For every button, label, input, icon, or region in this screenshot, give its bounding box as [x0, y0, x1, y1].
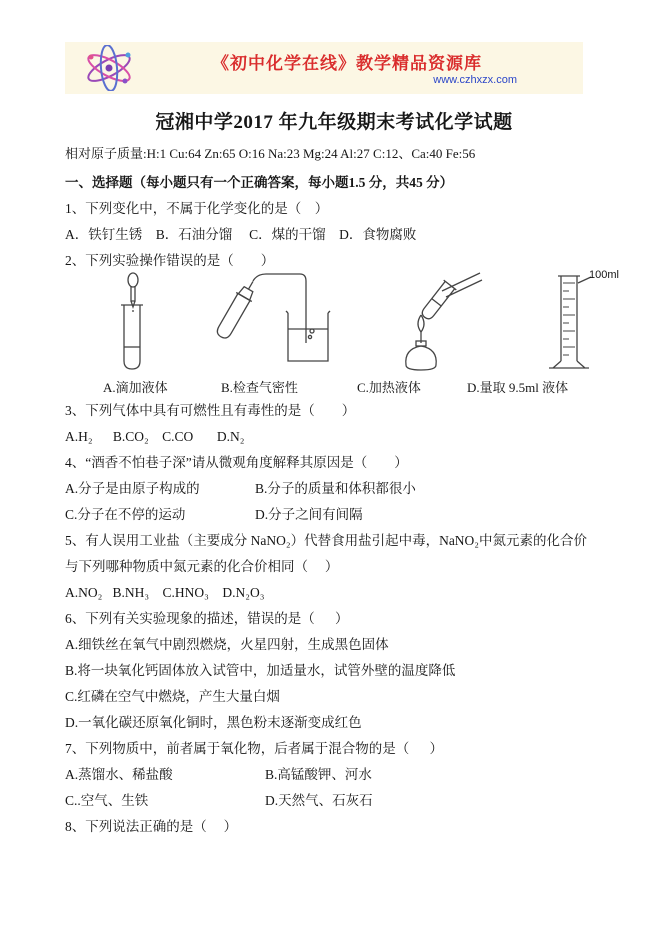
page-title: 冠湘中学2017 年九年级期末考试化学试题	[155, 112, 513, 133]
q7-option-d: D.天然气、石灰石	[265, 793, 373, 808]
q7-options-row2	[65, 788, 603, 814]
q2-captions	[65, 376, 603, 398]
q8-stem: 8、下列说法正确的是（ ）	[65, 819, 238, 834]
q7-stem: 7、下列物质中，前者属于氧化物，后者属于混合物的是（ ）	[65, 741, 443, 756]
q7-options-row1	[65, 762, 603, 788]
caption-b: B.检查气密性	[221, 380, 298, 395]
q4-options-row1	[65, 476, 603, 502]
q6-option-d: D.一氧化碳还原氧化铜时，黑色粉末逐渐变成红色	[65, 715, 362, 730]
q3-stem: 3、下列气体中具有可燃性且有毒性的是（ ）	[65, 403, 356, 418]
q5-options: A.NO₂ B.NH₃ C.HNO₃ D.N₂O₃	[65, 585, 265, 600]
q1-options: A．铁钉生锈 B．石油分馏 C．煤的干馏 D．食物腐败	[65, 227, 417, 242]
q4-options-row2	[65, 502, 603, 528]
q6-option-b: B.将一块氧化钙固体放入试管中，加适量水，试管外壁的温度降低	[65, 663, 456, 678]
q1-stem: 1、下列变化中，不属于化学变化的是（ ）	[65, 201, 329, 216]
q4-option-a: A.分子是由原子构成的	[65, 481, 200, 496]
q4-stem: 4、“酒香不怕巷子深”请从微观角度解释其原因是（ ）	[65, 455, 408, 470]
cylinder-volume-label: 100ml	[588, 269, 619, 281]
atomic-masses-line: 相对原子质量:H:1 Cu:64 Zn:65 O:16 Na:23 Mg:24 Al:27 C:12、Ca:40 Fe:56	[65, 146, 476, 161]
caption-c: C.加热液体	[357, 380, 421, 395]
q3-options: A.H₂ B.CO₂ C.CO D.N₂	[65, 429, 245, 444]
banner-url: www.czhxzx.com	[433, 74, 517, 86]
dropper-illustration	[113, 271, 159, 376]
q6-option-a: A.细铁丝在氧气中剧烈燃烧，火星四射，生成黑色固体	[65, 637, 389, 652]
section-heading: 一、选择题（每小题只有一个正确答案，每小题1.5 分，共45 分）	[65, 175, 454, 190]
airtightness-illustration	[216, 271, 336, 376]
caption-d: D.量取 9.5ml 液体	[467, 380, 569, 395]
q7-option-a: A.蒸馏水、稀盐酸	[65, 767, 173, 782]
q4-option-d: D.分子之间有间隔	[255, 507, 363, 522]
q2-figures	[65, 269, 619, 376]
q2-stem: 2、下列实验操作错误的是（ ）	[65, 253, 275, 268]
graduated-cylinder-illustration	[541, 269, 619, 376]
heating-illustration	[392, 271, 484, 376]
q7-option-c: C..空气、生铁	[65, 793, 149, 808]
q6-stem: 6、下列有关实验现象的描述，错误的是（ ）	[65, 611, 349, 626]
q5-stem-line2: 与下列哪种物质中氮元素的化合价相同（ ）	[65, 559, 339, 574]
banner-title: 《初中化学在线》教学精品资源库	[212, 54, 482, 73]
header-banner	[65, 42, 583, 94]
caption-a: A.滴加液体	[103, 380, 168, 395]
q5-stem-line1: 5、有人误用工业盐（主要成分 NaNO₂）代替食用盐引起中毒，NaNO₂中氮元素的化合价	[65, 533, 588, 548]
q6-option-c: C.红磷在空气中燃烧，产生大量白烟	[65, 689, 280, 704]
atom-logo-icon	[81, 45, 137, 96]
q4-option-b: B.分子的质量和体积都很小	[255, 481, 416, 496]
q4-option-c: C.分子在不停的运动	[65, 507, 186, 522]
q7-option-b: B.高锰酸钾、河水	[265, 767, 372, 782]
